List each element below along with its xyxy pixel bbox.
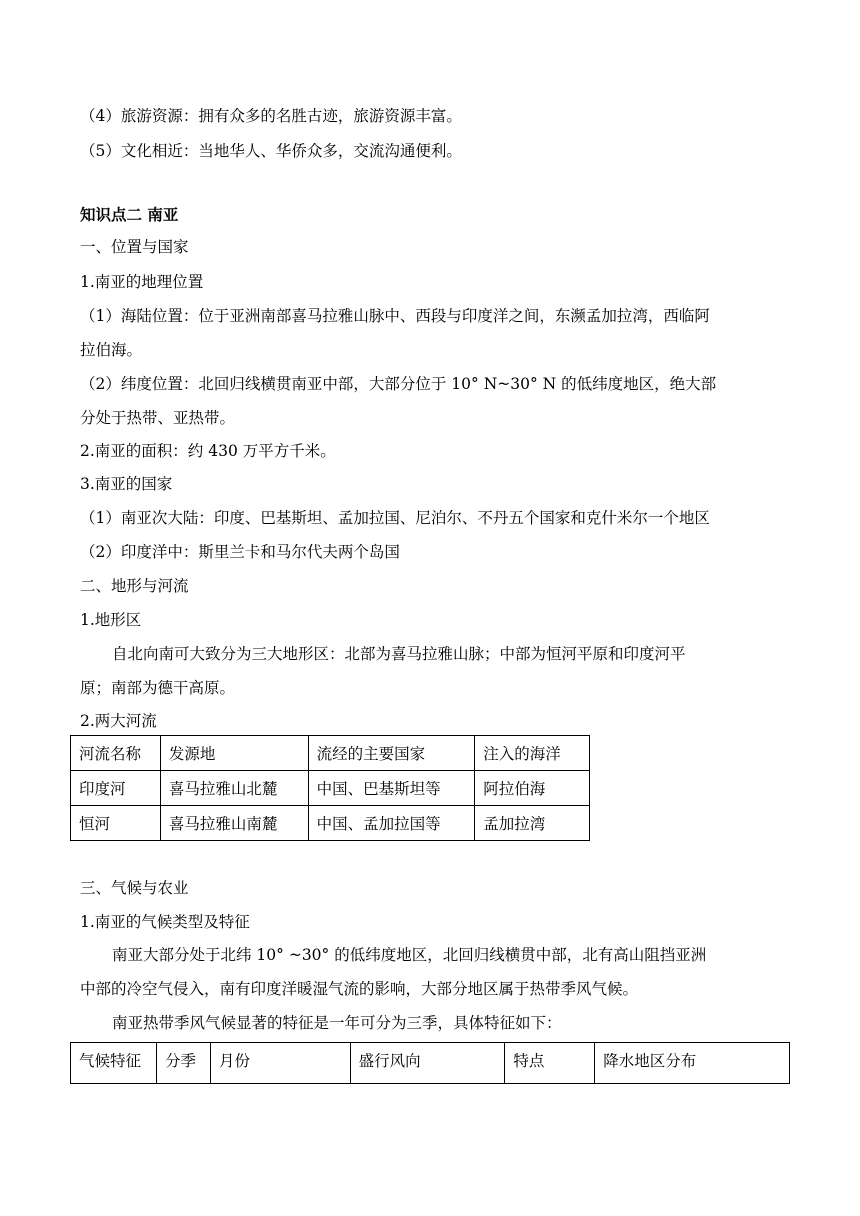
- paragraph-climate-1: 南亚大部分处于北纬 10° ~30° 的低纬度地区，北回归线横贯中部，北有高山阻挡亚洲: [112, 946, 707, 964]
- rivers-table: [70, 735, 590, 841]
- paragraph-latitude-1: （2）纬度位置：北回归线横贯南亚中部，大部分位于 10° N~30° N 的低纬度地区，绝大部: [80, 375, 717, 393]
- table-header-row: [71, 736, 590, 771]
- subheading-climate-agriculture: 三、气候与农业: [80, 879, 189, 897]
- table-header-cell: 降水地区分布: [595, 1043, 790, 1084]
- table-header-cell: 气候特征: [71, 1043, 157, 1084]
- paragraph-sea-land-1: （1）海陆位置：位于亚洲南部喜马拉雅山脉中、西段与印度洋之间，东濒孟加拉湾，西临阿: [80, 307, 710, 325]
- paragraph-climate-2: 中部的冷空气侵入，南有印度洋暖湿气流的影响，大部分地区属于热带季风气候。: [80, 980, 639, 998]
- table-cell: 孟加拉湾: [475, 806, 590, 841]
- table-cell: 阿拉伯海: [475, 771, 590, 806]
- table-cell: 恒河: [71, 806, 161, 841]
- table-header-row: [71, 1043, 790, 1084]
- table-header-cell: 河流名称: [71, 736, 161, 771]
- paragraph-terrain-2: 原；南部为德干高原。: [80, 679, 236, 697]
- table-cell: 中国、孟加拉国等: [308, 806, 475, 841]
- paragraph-tourism: （4）旅游资源：拥有众多的名胜古迹，旅游资源丰富。: [80, 107, 462, 125]
- subheading-terrain-rivers: 二、地形与河流: [80, 577, 189, 595]
- paragraph-islands: （2）印度洋中：斯里兰卡和马尔代夫两个岛国: [80, 543, 400, 561]
- table-header-cell: 盛行风向: [350, 1043, 505, 1084]
- item-area: 2.南亚的面积：约 430 万平方千米。: [80, 442, 336, 460]
- paragraph-sea-land-2: 拉伯海。: [80, 341, 143, 359]
- subheading-location: 一、位置与国家: [80, 238, 189, 256]
- table-row: [71, 806, 590, 841]
- item-climate-type: 1.南亚的气候类型及特征: [80, 913, 250, 931]
- table-cell: 喜马拉雅山北麓: [160, 771, 308, 806]
- item-rivers: 2.两大河流: [80, 712, 157, 730]
- section-heading: 知识点二 南亚: [80, 205, 179, 224]
- table-cell: 中国、巴基斯坦等: [308, 771, 475, 806]
- paragraph-subcontinent: （1）南亚次大陆：印度、巴基斯坦、孟加拉国、尼泊尔、不丹五个国家和克什米尔一个地区: [80, 509, 710, 527]
- paragraph-climate-3: 南亚热带季风气候显著的特征是一年可分为三季，具体特征如下：: [112, 1014, 562, 1032]
- table-header-cell: 注入的海洋: [475, 736, 590, 771]
- climate-table: [70, 1042, 790, 1084]
- paragraph-latitude-2: 分处于热带、亚热带。: [80, 409, 236, 427]
- table-cell: 印度河: [71, 771, 161, 806]
- table-row: [71, 771, 590, 806]
- table-header-cell: 发源地: [160, 736, 308, 771]
- table-cell: 喜马拉雅山南麓: [160, 806, 308, 841]
- item-countries: 3.南亚的国家: [80, 475, 173, 493]
- paragraph-terrain-1: 自北向南可大致分为三大地形区：北部为喜马拉雅山脉；中部为恒河平原和印度河平: [112, 645, 686, 663]
- table-header-cell: 分季: [156, 1043, 210, 1084]
- paragraph-culture: （5）文化相近：当地华人、华侨众多，交流沟通便利。: [80, 142, 462, 160]
- item-terrain: 1.地形区: [80, 611, 142, 629]
- table-header-cell: 月份: [210, 1043, 350, 1084]
- table-header-cell: 特点: [505, 1043, 595, 1084]
- table-header-cell: 流经的主要国家: [308, 736, 475, 771]
- item-geo-location: 1.南亚的地理位置: [80, 273, 204, 291]
